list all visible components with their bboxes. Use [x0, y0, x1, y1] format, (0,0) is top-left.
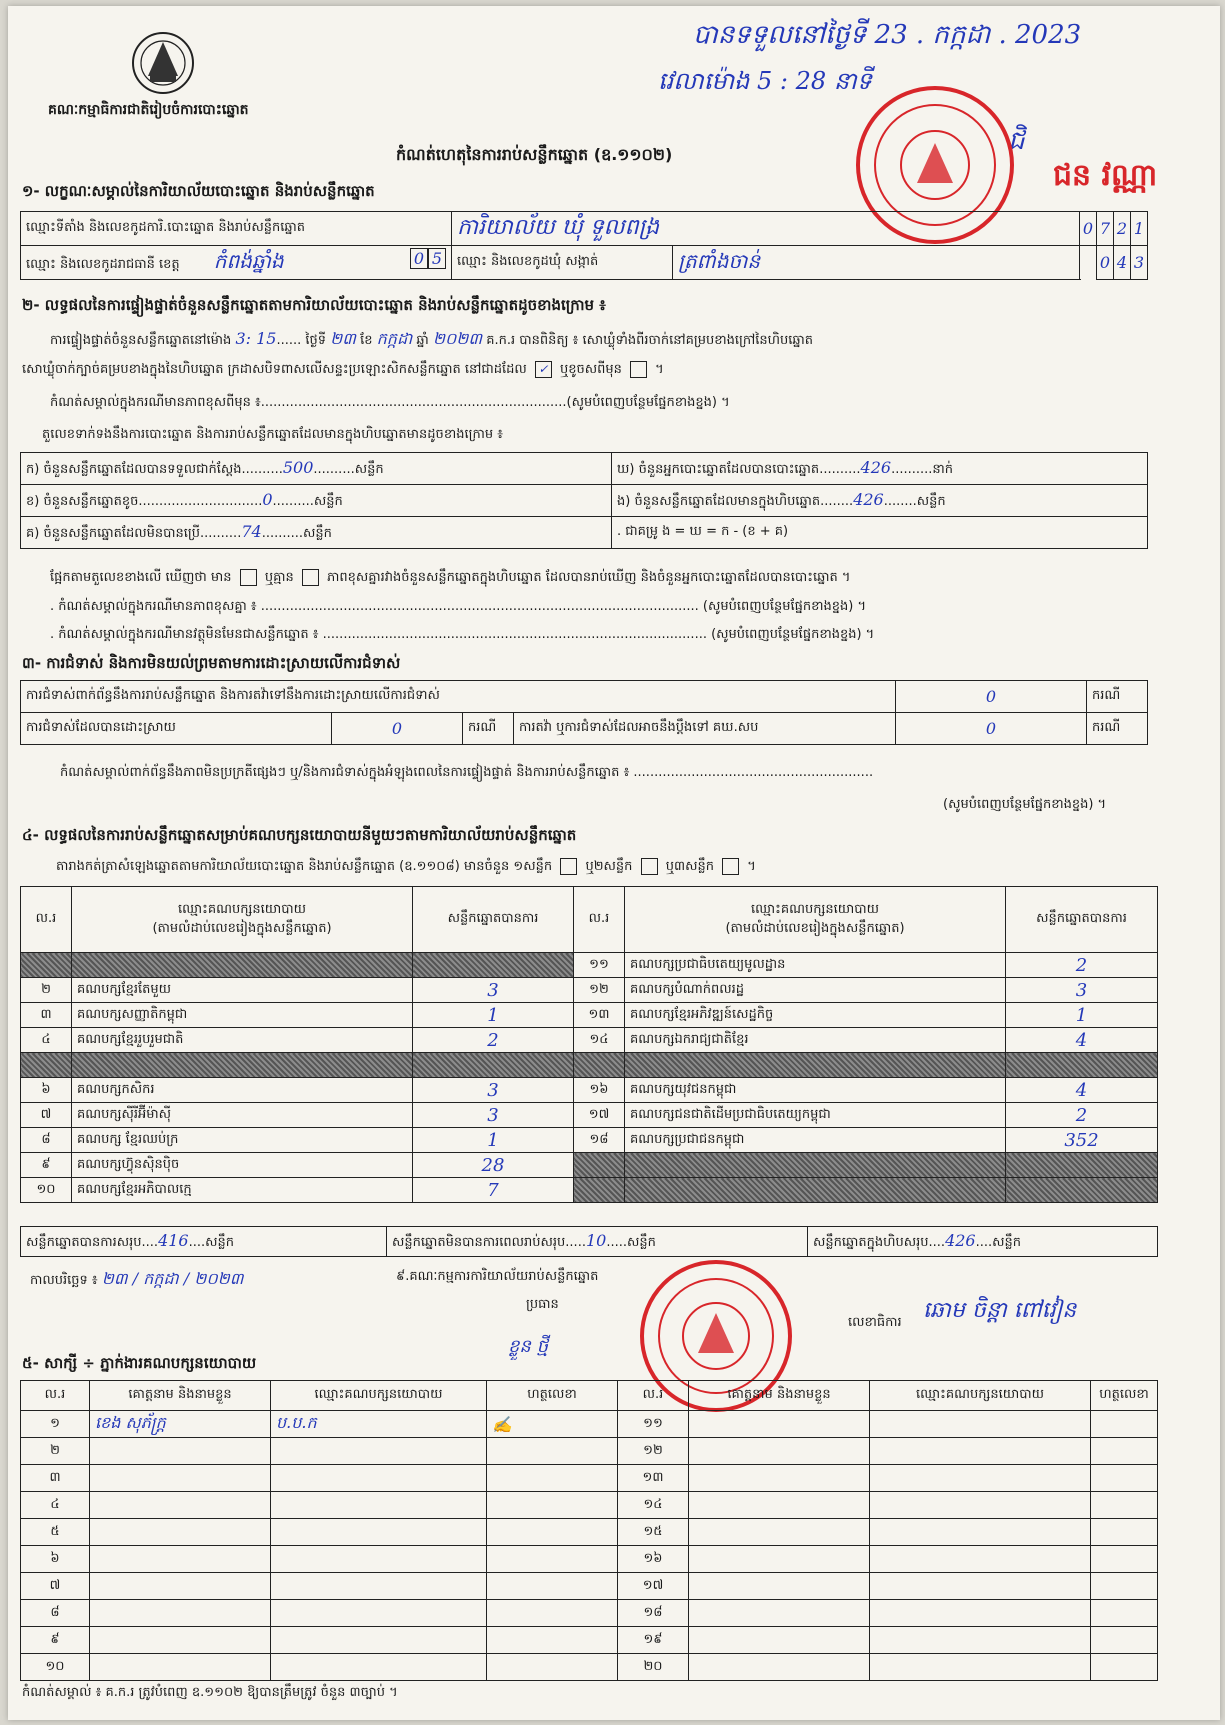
verify-year-label: ឆ្នាំ [416, 333, 429, 348]
witness-name [90, 1492, 271, 1519]
unit: សន្លឹក [916, 493, 946, 509]
unit: សន្លឹក [303, 525, 332, 541]
witness-number: ១៨ [618, 1600, 689, 1627]
party-name: គណបក្សយុវជនកម្ពុជា [625, 1078, 1006, 1103]
party-votes: 1 [1006, 1003, 1158, 1028]
box-total-value: 426 [945, 1230, 976, 1250]
damaged-checkbox[interactable] [630, 361, 647, 378]
party-name [625, 1053, 1006, 1078]
witness-name [689, 1519, 870, 1546]
witness-number: ១៥ [618, 1519, 689, 1546]
witness-signature [487, 1654, 618, 1681]
party-name: គណបក្សកសិករ [72, 1078, 413, 1103]
site-label: ឈ្មោះទីតាំង និងលេខកូដការិ.បោះឆ្នោត និងរាប់សន្លឹកឆ្នោត [21, 212, 452, 246]
ballots-in-box-value: 426 [853, 489, 884, 509]
party-number: ៩ [21, 1153, 72, 1178]
three-sheet-label: ឬ៣សន្លឹក [665, 859, 714, 874]
col-party [625, 887, 1006, 953]
form-title: កំណត់ហេតុនៃការរាប់សន្លឹកឆ្នោត (ឧ.១១០២) [396, 145, 673, 164]
party-votes: 7 [413, 1178, 574, 1203]
verify-line-1: ការផ្ទៀងផ្ទាត់ចំនួនសន្លឹកឆ្នោតនៅម៉ោង 3: 15...... ថ្ងៃទី ២៣ ខែ កក្កដា ឆ្នាំ ២០២៣ គ.ក.រ បានពិនិត្យ ៖ សោឃ្លុំទាំងពីរចាក់នៅគម្របខាងក្រៅនៃហិបឆ្នោត [50, 329, 814, 348]
witness-party [271, 1465, 487, 1492]
party-number: ១៧ [574, 1103, 625, 1128]
party-votes: 3 [1006, 978, 1158, 1003]
witness-number: ៤ [21, 1492, 90, 1519]
witness-number: ៨ [21, 1600, 90, 1627]
ballots-in-box-label: ង) ចំនួនសន្លឹកឆ្នោតដែលមានក្នុងហិបឆ្នោត [617, 493, 821, 509]
unit: សន្លឹក [313, 493, 343, 509]
box-total-label: សន្លឹកឆ្នោតក្នុងហិបសរុប [813, 1234, 929, 1250]
witness-number: ១៧ [618, 1573, 689, 1600]
one-sheet-checkbox[interactable] [560, 858, 577, 875]
resolved-value: 0 [332, 713, 463, 745]
party-row [21, 1103, 1158, 1128]
appeal-value: 0 [896, 713, 1087, 745]
witness-signature [1091, 1627, 1158, 1654]
party-name: គណបក្សសញ្ញាតិកម្ពុជា [72, 1003, 413, 1028]
party-number: ២ [21, 978, 72, 1003]
received-value: 500 [282, 457, 314, 477]
col-party: ឈ្មោះគណបក្សនយោបាយ [271, 1381, 487, 1411]
col-party-subtitle: (តាមលំដាប់លេខរៀងក្នុងសន្លឹកឆ្នោត) [725, 920, 905, 936]
party-name [625, 1178, 1006, 1203]
witness-name [90, 1519, 271, 1546]
site-value: ការិយាល័យ ឃុំ ទួលពង្រ [452, 212, 1080, 246]
party-number [21, 953, 72, 978]
valid-total-label: សន្លឹកឆ្នោតបានការសរុប [26, 1234, 142, 1250]
witness-signature [1091, 1411, 1158, 1438]
witness-party [271, 1492, 487, 1519]
site-code-digit: 1 [1131, 212, 1148, 246]
witness-name [90, 1438, 271, 1465]
party-row [21, 978, 1158, 1003]
party-number: ១៨ [574, 1128, 625, 1153]
org-name: គណៈកម្មាធិការជាតិរៀបចំការបោះឆ្នោត [48, 102, 249, 118]
voters-label: ឃ) ចំនួនអ្នកបោះឆ្នោតដែលបានបោះឆ្នោត [617, 461, 820, 477]
witness-party [870, 1492, 1091, 1519]
party-name: គណបក្សខ្មែរអភិបាលក្មេ [72, 1178, 413, 1203]
complaints-table [20, 680, 1148, 745]
province-code-digit: 5 [428, 248, 446, 269]
party-number: ១៦ [574, 1078, 625, 1103]
witness-signature [1091, 1438, 1158, 1465]
witness-signature [487, 1600, 618, 1627]
seal-intact-label: សោឃ្លុំចាក់ក្បាច់គម្របខាងក្នុងនៃហិបឆ្នោត ក្រដាសបិទពាសលើសន្ទះប្រឡោះសិកសន្លឹកឆ្នោត នៅជាដដែល [22, 362, 527, 377]
party-name: គណបក្សខ្មែររួបរួមជាតិ [72, 1028, 413, 1053]
party-votes: 2 [413, 1028, 574, 1053]
witness-row [21, 1519, 1158, 1546]
col-sign: ហត្ថលេខា [487, 1381, 618, 1411]
witness-party: ប.ប.ក [271, 1411, 487, 1438]
party-row [21, 1153, 1158, 1178]
party-name: គណបក្សខ្មែរអភិវឌ្ឍន៍សេដ្ឋកិច្ច [625, 1003, 1006, 1028]
witness-party [271, 1519, 487, 1546]
witness-party [271, 1573, 487, 1600]
chair-signature: ខ្លួន ថ្មី [508, 1336, 548, 1357]
section5-title: ៥- សាក្សី ÷ ភ្នាក់ងារគណបក្សនយោបាយ [22, 1354, 257, 1372]
party-row [21, 1078, 1158, 1103]
totals-table: សន្លឹកឆ្នោតបានការសរុប....416....សន្លឹក សន្លឹកឆ្នោតមិនបានការពេលរាប់សរុប.....10.....សន្លឹក សន្លឹកឆ្នោតក្នុងហិបសរុប....426....សន្លឹក [20, 1226, 1158, 1257]
verify-line-4: តួលេខទាក់ទងនឹងការបោះឆ្នោត និងការរាប់សន្លឹកឆ្នោតដែលមានក្នុងហិបឆ្នោតមានដូចខាងក្រោម ៖ [42, 427, 503, 442]
party-row [21, 1003, 1158, 1028]
witness-number: ៧ [21, 1573, 90, 1600]
party-votes [413, 953, 574, 978]
col-no: ល.រ [618, 1381, 689, 1411]
witness-table [20, 1380, 1158, 1681]
witness-number: ១០ [21, 1654, 90, 1681]
site-code-digit: 0 [1080, 212, 1097, 246]
witness-number: ១៩ [618, 1627, 689, 1654]
site-code-digit: 7 [1097, 212, 1114, 246]
three-sheet-checkbox[interactable] [722, 858, 739, 875]
witness-signature [487, 1438, 618, 1465]
verify-month: កក្កដា [376, 329, 413, 348]
col-party-title: ឈ្មោះគណបក្សនយោបាយ [178, 901, 306, 917]
party-name: គណបក្សហ៊្វុនស៊ិនប៉ិច [72, 1153, 413, 1178]
chair-label: ប្រធាន [526, 1297, 559, 1312]
receipt-line-2: វេលាម៉ោង 5 : 28 នាទី [658, 67, 872, 95]
witness-name: ខេង សុភ័ក្ត្រ [90, 1411, 271, 1438]
party-number: ១១ [574, 953, 625, 978]
party-name [72, 953, 413, 978]
discrepancy-line [50, 569, 850, 588]
province-code-digit: 0 [410, 248, 428, 269]
witness-number: ៦ [21, 1546, 90, 1573]
party-number: ៣ [21, 1003, 72, 1028]
party-number [574, 1053, 625, 1078]
complaint-label: ការជំទាស់ពាក់ព័ន្ធនឹងការរាប់សន្លឹកឆ្នោត និងការតវ៉ាទៅនឹងការដោះស្រាយលើការជំទាស់ [21, 681, 896, 713]
witness-signature [1091, 1573, 1158, 1600]
witness-party [271, 1654, 487, 1681]
col-no: ល.រ [574, 887, 625, 953]
party-votes: 4 [1006, 1078, 1158, 1103]
party-votes: 352 [1006, 1128, 1158, 1153]
unused-label: គ) ចំនួនសន្លឹកឆ្នោតដែលមិនបានប្រើ [26, 525, 200, 541]
witness-name [90, 1546, 271, 1573]
unit: សន្លឹក [627, 1234, 656, 1250]
witness-row [21, 1492, 1158, 1519]
party-row [21, 1053, 1158, 1078]
witness-party [870, 1438, 1091, 1465]
province-value: កំពង់ឆ្នាំង [213, 248, 284, 273]
party-number [21, 1053, 72, 1078]
verify-time: 3: 15 [235, 329, 277, 348]
commune-value: ត្រពាំងចាន់ [673, 246, 1080, 280]
witness-name [689, 1546, 870, 1573]
section4-title: ៤- លទ្ធផលនៃការរាប់សន្លឹកឆ្នោតសម្រាប់គណបក្សនយោបាយនីមួយៗតាមការិយាល័យរាប់សន្លឹកឆ្នោត [22, 826, 577, 844]
spoiled-value: 0 [262, 489, 273, 509]
col-party [72, 887, 413, 953]
witness-number: ២០ [618, 1654, 689, 1681]
received-label: ក) ចំនួនសន្លឹកឆ្នោតដែលបានទទួលជាក់ស្ដែង [26, 461, 242, 477]
col-party: ឈ្មោះគណបក្សនយោបាយ [870, 1381, 1091, 1411]
emblem-icon [128, 28, 198, 98]
discrepancy-note: . កំណត់សម្គាល់ក្នុងករណីមានភាពខុសគ្នា ៖ .......................................................................................................... (សូមបំពេញបន្ថែមផ្នែកខាងខ្នង) ។ [50, 599, 867, 614]
unit: នាក់ [932, 461, 954, 477]
receipt-line-1: បានទទួលនៅថ្ងៃទី 23 . កក្កដា . 2023 [693, 20, 1082, 50]
appeal-label: ការតវ៉ា ឬការជំទាស់ដែលអាចនឹងប្ដឹងទៅ គឃ.សប [514, 713, 896, 745]
valid-total-value: 416 [158, 1230, 189, 1250]
col-party-title: ឈ្មោះគណបក្សនយោបាយ [751, 901, 879, 917]
damaged-label: ឬខូចសពីមុន [560, 362, 622, 377]
witness-name [90, 1573, 271, 1600]
party-number: ៤ [21, 1028, 72, 1053]
date-value: ២៣ / កក្កដា / ២០២៣ [101, 1269, 244, 1288]
party-number: ១៤ [574, 1028, 625, 1053]
witness-signature [487, 1465, 618, 1492]
verify-time-label: ការផ្ទៀងផ្ទាត់ចំនួនសន្លឹកឆ្នោតនៅម៉ោង [50, 333, 232, 348]
party-name: គណបក្សឯករាជ្យជាតិខ្មែរ [625, 1028, 1006, 1053]
case-unit: ករណី [1087, 713, 1148, 745]
voters-value: 426 [860, 457, 892, 477]
party-name: គណបក្សស៊ីរីអ៊ីម៉ាស៊ី [72, 1103, 413, 1128]
witness-number: ១៣ [618, 1465, 689, 1492]
section1-table [20, 211, 1148, 280]
witness-name [689, 1573, 870, 1600]
commune-code-digit: 4 [1114, 246, 1131, 280]
two-sheet-label: ឬ២សន្លឹក [585, 859, 633, 874]
party-name: គណបក្សបំណាក់ពលរដ្ឋ [625, 978, 1006, 1003]
party-votes: 2 [1006, 1103, 1158, 1128]
discrepancy-text: ភាពខុសគ្នារវាងចំនួនសន្លឹកឆ្នោតក្នុងហិបឆ្នោត ដែលបានរាប់ឃើញ និងចំនួនអ្នកបោះឆ្នោតដែលបានបោះឆ្នោត ។ [327, 570, 851, 585]
party-row [21, 953, 1158, 978]
party-votes: 4 [1006, 1028, 1158, 1053]
party-name: គណបក្សជនជាតិដើមប្រជាធិបតេយ្យកម្ពុជា [625, 1103, 1006, 1128]
complaint-value: 0 [896, 681, 1087, 713]
witness-name [689, 1465, 870, 1492]
case-unit: ករណី [1087, 681, 1148, 713]
witness-signature [1091, 1492, 1158, 1519]
witness-row [21, 1546, 1158, 1573]
witness-name [689, 1627, 870, 1654]
witness-party [271, 1438, 487, 1465]
party-name: គណបក្សប្រជាជនកម្ពុជា [625, 1128, 1006, 1153]
witness-number: ១២ [618, 1438, 689, 1465]
witness-signature [1091, 1654, 1158, 1681]
witness-party [870, 1654, 1091, 1681]
irregularity-note: កំណត់សម្គាល់ពាក់ព័ន្ធនឹងភាពមិនប្រក្រតីផ្សេងៗ ឬ/និងការជំទាស់ក្នុងអំឡុងពេលនៃការផ្ទៀងផ្ទាត់ និងការរាប់សន្លឹកឆ្នោត ៖ .......................................................... [60, 765, 874, 780]
col-sign: ហត្ថលេខា [1091, 1381, 1158, 1411]
witness-number: ៩ [21, 1627, 90, 1654]
witness-signature [1091, 1465, 1158, 1492]
party-votes: 1 [413, 1128, 574, 1153]
party-name [625, 1153, 1006, 1178]
verify-day-label: ថ្ងៃទី [305, 333, 327, 348]
witness-signature: ✍ [487, 1411, 618, 1438]
discrepancy-yes-checkbox[interactable] [240, 569, 257, 586]
spoiled-label: ខ) ចំនួនសន្លឹកឆ្នោតខូច [26, 493, 139, 509]
secretary-signature: ឆោម ចិន្ដា ពៅវៀន [923, 1298, 1077, 1323]
party-number: ១០ [21, 1178, 72, 1203]
counts-table: ក) ចំនួនសន្លឹកឆ្នោតដែលបានទទួលជាក់ស្ដែង..........500..........សន្លឹក ឃ) ចំនួនអ្នកបោះឆ្នោតដែលបានបោះឆ្នោត..........426..........នាក់ ខ) ចំនួនសន្លឹកឆ្នោតខូច..............................0..........សន្លឹក ង) ចំនួនសន្លឹកឆ្នោតដែលមានក្នុងហិបឆ្នោត........426........សន្លឹក គ) ចំនួនសន្លឹកឆ្នោតដែលមិនបានប្រើ..........74..........សន្លឹក . ជាគម្រូ ង = ឃ = ក - (ខ + គ) [20, 452, 1148, 549]
party-number [574, 1178, 625, 1203]
witness-party [870, 1573, 1091, 1600]
party-votes [413, 1053, 574, 1078]
section1-title: ១- លក្ខណៈសម្គាល់នៃការិយាល័យបោះឆ្នោត និងរាប់សន្លឹកឆ្នោត [22, 182, 375, 200]
witness-signature [487, 1627, 618, 1654]
party-number: ១៣ [574, 1003, 625, 1028]
unit: សន្លឹក [992, 1234, 1022, 1250]
document-page [8, 6, 1220, 1720]
witness-number: ១៤ [618, 1492, 689, 1519]
commune-code-digit: 0 [1097, 246, 1114, 280]
witness-name [90, 1465, 271, 1492]
witness-row [21, 1600, 1158, 1627]
witness-party [870, 1546, 1091, 1573]
witness-signature [487, 1546, 618, 1573]
witness-row [21, 1654, 1158, 1681]
unused-value: 74 [241, 521, 262, 541]
party-number [574, 1153, 625, 1178]
witness-party [271, 1600, 487, 1627]
two-sheet-checkbox[interactable] [641, 858, 658, 875]
discrepancy-yes-label: ផ្អែកតាមតួលេខខាងលើ ឃើញថា មាន [50, 570, 232, 585]
section3-title: ៣- ការជំទាស់ និងការមិនយល់ព្រមតាមការដោះស្រាយលើការជំទាស់ [22, 654, 401, 672]
witness-number: ៣ [21, 1465, 90, 1492]
formula: . ជាគម្រូ ង = ឃ = ក - (ខ + គ) [612, 517, 1148, 549]
province-label-text: ឈ្មោះ និងលេខកូដរាជធានី ខេត្ត [26, 256, 180, 272]
unit: សន្លឹក [205, 1234, 235, 1250]
col-no: ល.រ [21, 887, 72, 953]
party-votes [1006, 1153, 1158, 1178]
party-name: គណបក្សខ្មែរតែមួយ [72, 978, 413, 1003]
party-row [21, 1178, 1158, 1203]
col-votes: សន្លឹកឆ្នោតបានការ [1006, 887, 1158, 953]
irregularity-note-end: (សូមបំពេញបន្ថែមផ្នែកខាងខ្នង) ។ [943, 797, 1107, 812]
witness-number: ១ [21, 1411, 90, 1438]
party-number: ១២ [574, 978, 625, 1003]
witness-signature [487, 1573, 618, 1600]
witness-name [90, 1627, 271, 1654]
verify-statement: គ.ក.រ បានពិនិត្យ ៖ សោឃ្លុំទាំងពីរចាក់នៅគម្របខាងក្រៅនៃហិបឆ្នោត [486, 333, 814, 348]
witness-number: ៥ [21, 1519, 90, 1546]
witness-row [21, 1411, 1158, 1438]
invalid-total-value: 10 [585, 1230, 607, 1250]
witness-signature [487, 1492, 618, 1519]
witness-signature [1091, 1546, 1158, 1573]
committee-label: ៩.គណៈកម្មការការិយាល័យរាប់សន្លឹកឆ្នោត [396, 1269, 599, 1284]
verify-day: ២៣ [330, 329, 356, 348]
date-line [30, 1268, 243, 1292]
witness-row [21, 1438, 1158, 1465]
party-number: ៨ [21, 1128, 72, 1153]
party-number: ៦ [21, 1078, 72, 1103]
witness-name [90, 1600, 271, 1627]
col-votes: សន្លឹកឆ្នោតបានការ [413, 887, 574, 953]
witness-name [689, 1600, 870, 1627]
col-no: ល.រ [21, 1381, 90, 1411]
party-name: គណបក្ស ខ្មែរឈប់ក្រ [72, 1128, 413, 1153]
witness-name [90, 1654, 271, 1681]
footer-note: កំណត់សម្គាល់ ៖ គ.ក.រ ត្រូវបំពេញ ឧ.១១០២ ឱ្យបានត្រឹមត្រូវ ចំនួន ៣ច្បាប់ ។ [22, 1685, 398, 1700]
party-row [21, 1128, 1158, 1153]
party-number: ៧ [21, 1103, 72, 1128]
party-votes: 2 [1006, 953, 1158, 978]
secretary-label: លេខាធិការ [848, 1315, 902, 1330]
party-votes: 3 [413, 1103, 574, 1128]
party-votes [1006, 1053, 1158, 1078]
date-label: កាលបរិច្ឆេទ ៖ [30, 1273, 98, 1288]
witness-number: ១៦ [618, 1546, 689, 1573]
witness-signature [1091, 1600, 1158, 1627]
witness-number: ១១ [618, 1411, 689, 1438]
party-name [72, 1053, 413, 1078]
witness-name [689, 1411, 870, 1438]
witness-party [271, 1546, 487, 1573]
unit: សន្លឹក [354, 461, 384, 477]
witness-row [21, 1627, 1158, 1654]
col-name: គោត្តនាម និងនាមខ្លួន [689, 1381, 870, 1411]
site-code-digit: 2 [1114, 212, 1131, 246]
invalid-total-label: សន្លឹកឆ្នោតមិនបានការពេលរាប់សរុប [392, 1234, 566, 1250]
witness-party [870, 1465, 1091, 1492]
witness-number: ២ [21, 1438, 90, 1465]
verify-line-2: សោឃ្លុំចាក់ក្បាច់គម្របខាងក្នុងនៃហិបឆ្នោត ក្រដាសបិទពាសលើសន្ទះប្រឡោះសិកសន្លឹកឆ្នោត នៅជាដដែល ✓ ឬខូចសពីមុន ។ [22, 362, 664, 377]
verify-year: ២០២៣ [432, 329, 483, 348]
witness-party [870, 1411, 1091, 1438]
verify-month-label: ខែ [360, 333, 373, 348]
case-unit: ករណី [463, 713, 514, 745]
verify-line-3: កំណត់សម្គាល់ក្នុងករណីមានភាពខុសពីមុន ៖..........................................................................(សូមបំពេញបន្ថែមផ្នែកខាងខ្នង) ។ [50, 395, 730, 410]
foreign-object-note: . កំណត់សម្គាល់ក្នុងករណីមានវត្ថុមិនមែនជាសន្លឹកឆ្នោត ៖ ............................................................................................. (សូមបំពេញបន្ថែមផ្នែកខាងខ្នង) ។ [50, 627, 875, 642]
section2-title: ២- លទ្ធផលនៃការផ្ទៀងផ្ទាត់ចំនួនសន្លឹកឆ្នោតតាមការិយាល័យបោះឆ្នោត និងរាប់សន្លឹកឆ្នោតដូចខាងក្រោម ៖ [22, 296, 606, 314]
party-row [21, 1028, 1158, 1053]
receiver-signature: ជិ [1008, 126, 1025, 156]
witness-name [689, 1492, 870, 1519]
province-label [21, 246, 452, 280]
discrepancy-no-checkbox[interactable] [302, 569, 319, 586]
commune-code-digit: 3 [1131, 246, 1148, 280]
witness-signature [1091, 1519, 1158, 1546]
witness-signature [487, 1519, 618, 1546]
commune-label: ឈ្មោះ និងលេខកូដឃុំ សង្កាត់ [452, 246, 673, 280]
tally-sheet-label: តារាងកត់ត្រាសំឡេងឆ្នោតតាមការិយាល័យបោះឆ្នោត និងរាប់សន្លឹកឆ្នោត (ឧ.១១០៨) មានចំនួន ១សន្លឹក [56, 859, 553, 874]
witness-row [21, 1573, 1158, 1600]
party-votes: 1 [413, 1003, 574, 1028]
witness-party [870, 1519, 1091, 1546]
discrepancy-no-label: ឬគ្មាន [264, 570, 294, 585]
resolved-label: ការជំទាស់ដែលបានដោះស្រាយ [21, 713, 332, 745]
party-votes: 3 [413, 1078, 574, 1103]
witness-party [271, 1627, 487, 1654]
tally-sheet-line: តារាងកត់ត្រាសំឡេងឆ្នោតតាមការិយាល័យបោះឆ្នោត និងរាប់សន្លឹកឆ្នោត (ឧ.១១០៨) មានចំនួន ១សន្លឹក ឬ២សន្លឹក ឬ៣សន្លឹក ។ [56, 859, 756, 874]
party-name: គណបក្សប្រជាធិបតេយ្យមូលដ្ឋាន [625, 953, 1006, 978]
party-votes: 3 [413, 978, 574, 1003]
col-name: គោត្តនាម និងនាមខ្លួន [90, 1381, 271, 1411]
witness-party [870, 1627, 1091, 1654]
col-party-subtitle: (តាមលំដាប់លេខរៀងក្នុងសន្លឹកឆ្នោត) [152, 920, 332, 936]
receiver-stamp-name: ជន វណ្ណា [1053, 158, 1158, 193]
witness-party [870, 1600, 1091, 1627]
witness-name [689, 1438, 870, 1465]
intact-checkbox[interactable]: ✓ [535, 361, 552, 378]
party-votes: 28 [413, 1153, 574, 1178]
party-votes [1006, 1178, 1158, 1203]
witness-name [689, 1654, 870, 1681]
witness-row [21, 1465, 1158, 1492]
results-table [20, 886, 1158, 1203]
